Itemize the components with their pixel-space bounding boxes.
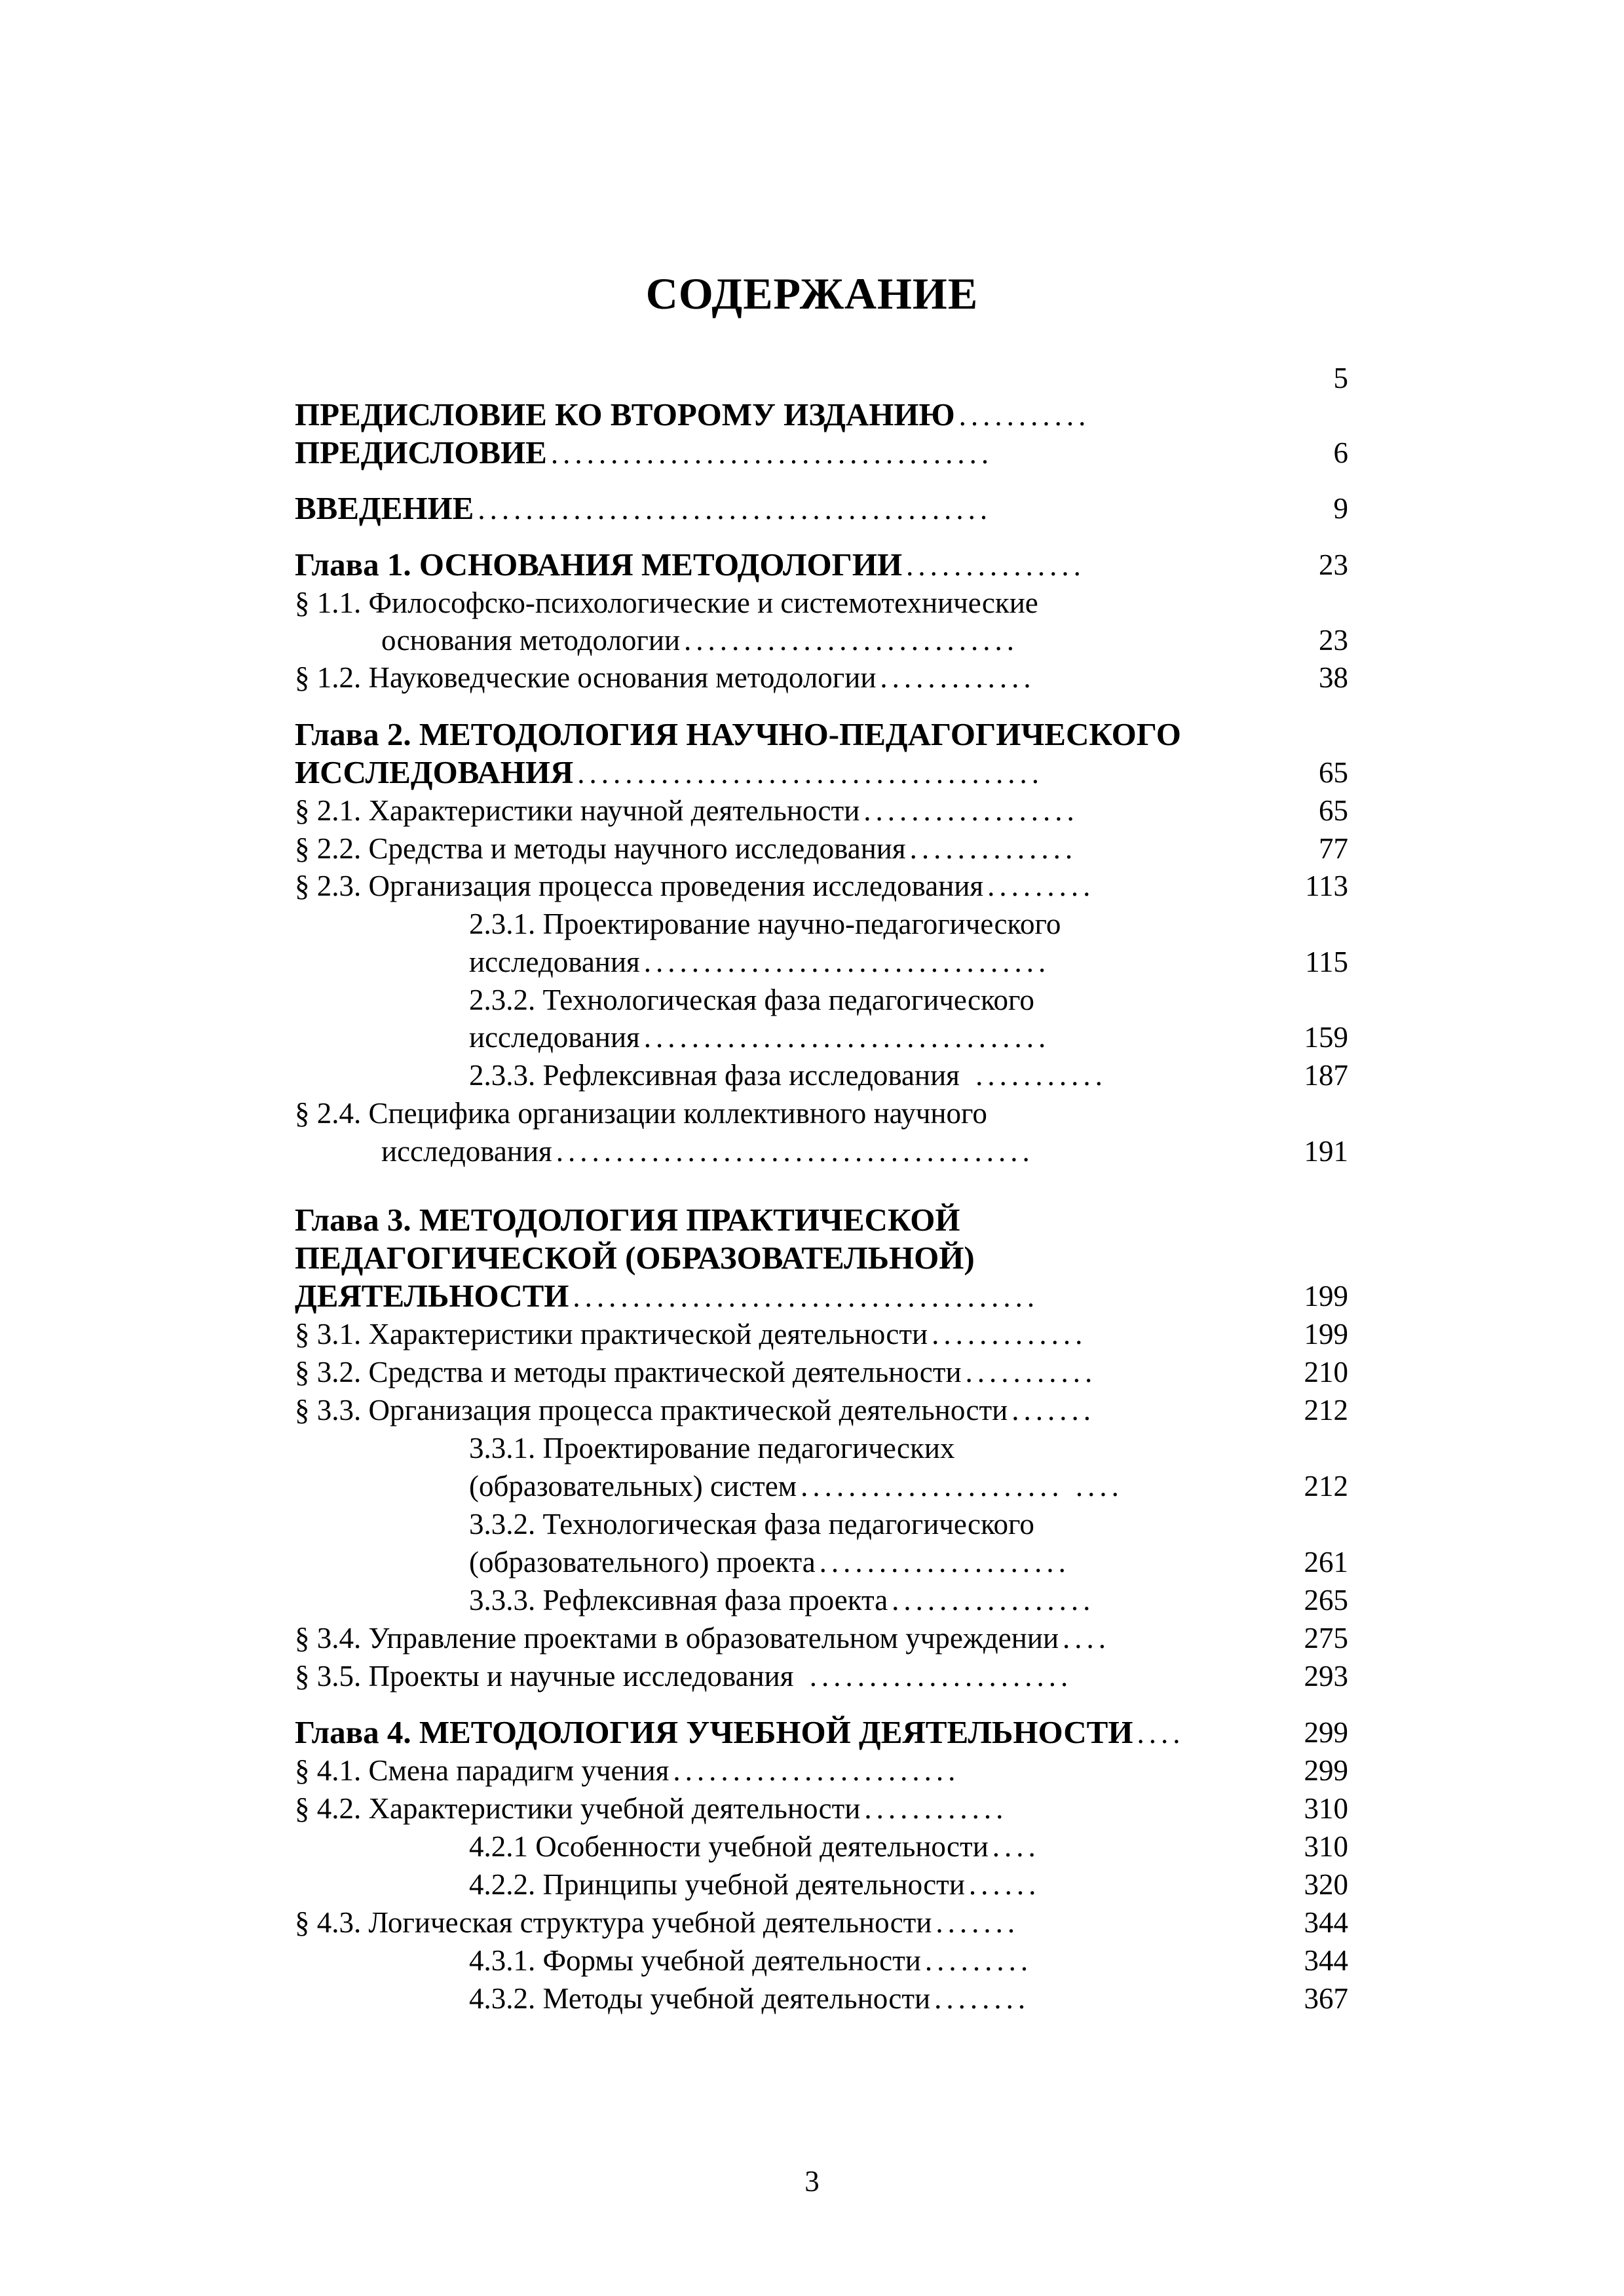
toc-page-number: 115 [1305, 946, 1348, 978]
toc-entry-chapter-3-cont[interactable]: ПЕДАГОГИЧЕСКОЙ (ОБРАЗОВАТЕЛЬНОЙ) [295, 1240, 975, 1276]
toc-entry-section[interactable]: § 4.3. Логическая структура учебной деятельности ....... [295, 1906, 1020, 1939]
toc-entry-section[interactable]: § 2.1. Характеристики научной деятельности .................. [295, 794, 1079, 827]
toc-entry-subsection[interactable]: 3.3.3. Рефлексивная фаза проекта ................. [469, 1584, 1095, 1617]
toc-entry-subsection[interactable]: 4.2.1 Особенности учебной деятельности .... [469, 1830, 1040, 1863]
toc-entry-chapter-4[interactable]: Глава 4. МЕТОДОЛОГИЯ УЧЕБНОЙ ДЕЯТЕЛЬНОСТИ .... [295, 1714, 1185, 1750]
toc-entry-section[interactable]: § 4.2. Характеристики учебной деятельности ............ [295, 1792, 1008, 1825]
toc-page-number: 77 [1319, 832, 1348, 865]
toc-entry-section[interactable]: § 3.2. Средства и методы практической деятельности ........... [295, 1356, 1097, 1388]
toc-page-number: 310 [1304, 1792, 1348, 1825]
toc-page-number: 275 [1304, 1622, 1348, 1655]
toc-entry-subsection-cont[interactable]: исследования .................................. [469, 1021, 1051, 1054]
toc-entry-subsection[interactable]: 2.3.2. Технологическая фаза педагогического [469, 984, 1034, 1016]
toc-entry-subsection[interactable]: 3.3.1. Проектирование педагогических [469, 1432, 955, 1464]
toc-entry-preface-second[interactable]: ПРЕДИСЛОВИЕ КО ВТОРОМУ ИЗДАНИЮ ........... [295, 396, 1091, 432]
toc-page-number: 299 [1304, 1716, 1348, 1749]
toc-page-number: 159 [1304, 1021, 1348, 1054]
toc-page-number: 212 [1304, 1394, 1348, 1426]
toc-entry-section[interactable]: § 2.3. Организация процесса проведения исследования ......... [295, 870, 1095, 902]
toc-page-number: 6 [1333, 436, 1348, 469]
toc-entry-section[interactable]: § 4.1. Смена парадигм учения ........................ [295, 1754, 960, 1787]
toc-entry-section-cont[interactable]: основания методологии ............................ [381, 624, 1019, 657]
toc-entry-section-cont[interactable]: исследования ........................................ [381, 1135, 1034, 1168]
toc-entry-subsection[interactable]: 2.3.3. Рефлексивная фаза исследования ........... [469, 1059, 1107, 1092]
toc-page-number: 367 [1304, 1982, 1348, 2015]
toc-page-number: 310 [1304, 1830, 1348, 1863]
toc-page-number: 299 [1304, 1754, 1348, 1787]
toc-entry-subsection-cont[interactable]: (образовательного) проекта ..................... [469, 1546, 1070, 1578]
toc-page-number: 23 [1319, 548, 1348, 581]
toc-entry-section[interactable]: § 3.1. Характеристики практической деятельности ............. [295, 1318, 1087, 1350]
toc-page-number: 9 [1333, 492, 1348, 525]
toc-entry-chapter-3[interactable]: Глава 3. МЕТОДОЛОГИЯ ПРАКТИЧЕСКОЙ [295, 1202, 960, 1238]
toc-page-number: 344 [1304, 1906, 1348, 1939]
toc-page-number: 210 [1304, 1356, 1348, 1388]
toc-entry-chapter-1[interactable]: Глава 1. ОСНОВАНИЯ МЕТОДОЛОГИИ ............... [295, 546, 1086, 583]
toc-entry-subsection-cont[interactable]: (образовательных) систем ...................... .... [469, 1470, 1124, 1502]
toc-page-number: 113 [1305, 870, 1348, 902]
toc-entry-chapter-2-cont[interactable]: ИССЛЕДОВАНИЯ ....................................... [295, 754, 1044, 790]
page-number: 3 [804, 2165, 820, 2198]
toc-entry-chapter-3-cont[interactable]: ДЕЯТЕЛЬНОСТИ ....................................... [295, 1278, 1040, 1314]
toc-page-number: 65 [1319, 756, 1348, 789]
toc-entry-section[interactable]: § 3.3. Организация процесса практической деятельности ....... [295, 1394, 1095, 1426]
toc-page-number: 320 [1304, 1868, 1348, 1901]
toc-entry-section[interactable]: § 3.4. Управление проектами в образовательном учреждении .... [295, 1622, 1111, 1655]
toc-entry-subsection[interactable]: 4.3.1. Формы учебной деятельности ......... [469, 1944, 1033, 1977]
page-title: СОДЕРЖАНИЕ [645, 269, 979, 318]
toc-page-number: 199 [1304, 1280, 1348, 1312]
toc-entry-section[interactable]: § 3.5. Проекты и научные исследования ...................... [295, 1660, 1073, 1693]
toc-page-number: 23 [1319, 624, 1348, 657]
toc-page-number: 191 [1304, 1135, 1348, 1168]
toc-entry-subsection-cont[interactable]: исследования .................................. [469, 946, 1051, 978]
toc-page-number: 293 [1304, 1660, 1348, 1693]
toc-entry-introduction[interactable]: ВВЕДЕНИЕ ........................................... [295, 490, 992, 526]
toc-entry-section[interactable]: § 2.2. Средства и методы научного исследования .............. [295, 832, 1078, 865]
toc-entry-section[interactable]: § 1.1. Философско-психологические и системотехнические [295, 586, 1038, 619]
toc-page-number: 261 [1304, 1546, 1348, 1578]
toc-page-number: 212 [1304, 1470, 1348, 1502]
toc-entry-section[interactable]: § 1.2. Науковедческие основания методологии ............. [295, 661, 1036, 694]
toc-page-number: 38 [1319, 661, 1348, 694]
toc-page-number: 65 [1319, 794, 1348, 827]
toc-page-number: 344 [1304, 1944, 1348, 1977]
toc-entry-subsection[interactable]: 2.3.1. Проектирование научно-педагогического [469, 908, 1061, 940]
toc-entry-subsection[interactable]: 4.3.2. Методы учебной деятельности ........ [469, 1982, 1030, 2015]
toc-entry-preface[interactable]: ПРЕДИСЛОВИЕ ..................................... [295, 434, 994, 470]
toc-page-number: 265 [1304, 1584, 1348, 1617]
toc-entry-section[interactable]: § 2.4. Специфика организации коллективного научного [295, 1097, 987, 1130]
toc-entry-chapter-2[interactable]: Глава 2. МЕТОДОЛОГИЯ НАУЧНО-ПЕДАГОГИЧЕСКОГО [295, 716, 1181, 752]
toc-page-number: 5 [1333, 362, 1348, 394]
toc-entry-subsection[interactable]: 3.3.2. Технологическая фаза педагогического [469, 1508, 1034, 1540]
toc-page-number: 199 [1304, 1318, 1348, 1350]
toc-page-number: 187 [1304, 1059, 1348, 1092]
toc-entry-subsection[interactable]: 4.2.2. Принципы учебной деятельности ...... [469, 1868, 1041, 1901]
